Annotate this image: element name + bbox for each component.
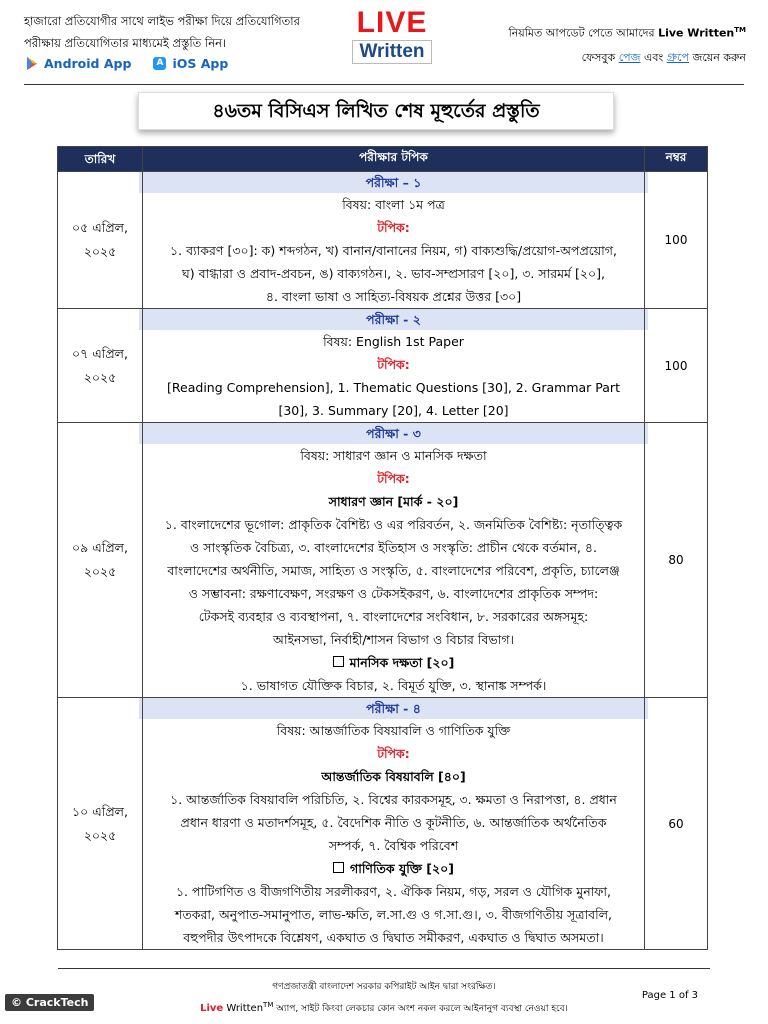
page-number: Page 1 of 3 [641,990,698,1001]
table-row [58,698,708,950]
live-written-logo [352,8,432,64]
promo-text [24,10,324,54]
topic-line: ১. আন্তর্জাতিক বিষয়াবলি পরিচিতি, ২. বিশ্বের কারকসমূহ, ৩. ক্ষমতা ও নিরাপত্তা, ৪. প্রধান [170,792,617,807]
checkbox-square-icon [333,656,344,667]
copy-warning-line [160,998,608,1016]
social-promo [486,18,746,70]
checkbox-square-icon [333,862,344,873]
exam-schedule-table [57,146,708,950]
promo-line-2: পরীক্ষায় প্রতিযোগিতার মাধ্যমেই প্রস্তুতি নিন। [24,36,227,50]
subject-line: বিষয়: English 1st Paper [323,334,464,349]
topic-line: শতকরা, অনুপাত-সমানুপাত, লাভ-ক্ষতি, ল.সা.গু ও গ.সা.গু।, ৩. বীজগণিতীয় সূত্রাবলি, [175,907,612,922]
year-text: ২০২৫ [83,244,117,259]
cracktech-watermark: © CrackTech [5,994,94,1011]
exam-heading: পরীক্ষা - ৪ [139,698,648,719]
year-text: ২০২৫ [83,369,117,385]
social-line-2 [486,46,746,70]
topic-line: ১. ভাষাগত যৌক্তিক বিচার, ২. বিমূর্ত যুক্তি, ৩. স্থানাঙ্ক সম্পর্ক। [240,678,547,693]
topic-cell [143,309,645,423]
topic-label: টপিক: [377,357,410,372]
google-play-icon [26,57,38,70]
subject-line: বিষয়: সাধারণ জ্ঞান ও মানসিক দক্ষতা [300,448,487,463]
facebook-page-link[interactable]: পেজ [618,50,641,64]
topic-label: টপিক: [377,746,410,761]
topic-cell [143,698,645,950]
social-line-1-text: নিয়মিত আপডেট পেতে আমাদের [508,26,659,40]
table-row [58,309,708,423]
topic-cell [143,172,645,309]
marks-cell: 100 [645,172,708,309]
topic-label: টপিক: [377,471,410,486]
topic-label: টপিক: [377,220,410,235]
date-cell [58,698,143,950]
year-text: ২০২৫ [83,827,117,843]
topic-line: সম্পর্ক, ৭. বৈশ্বিক পরিবেশ [328,838,459,853]
logo-written-text: Written [352,40,432,64]
subject-line: বিষয়: বাংলা ১ম পত্র [342,197,445,212]
header-topic: পরীক্ষার টপিক [143,147,645,172]
footer-divider [58,968,710,969]
year-text: ২০২৫ [83,564,117,579]
section-heading [143,651,644,674]
ios-app-link[interactable] [153,56,228,71]
social-line-2-c: জয়েন করুন [688,50,746,64]
topic-line: বহুপদীর উৎপাদকে বিশ্লেষণ, একঘাত ও দ্বিঘাত সমীকরণ, একঘাত ও দ্বিঘাত অসমতা। [183,930,604,945]
subject-line: বিষয়: আন্তর্জাতিক বিষয়াবলি ও গাণিতিক যুক্তি [276,723,511,738]
section-heading-text: মানসিক দক্ষতা [২০] [349,655,455,670]
table-row [58,423,708,698]
section-heading-text: গাণিতিক যুক্তি [২০] [350,861,454,876]
date-cell [58,172,143,309]
footer-written: Written [223,1003,264,1014]
section-heading: আন্তর্জাতিক বিষয়াবলি [৪০] [321,769,466,784]
marks-cell: 60 [645,698,708,950]
topic-line: বাংলাদেশের অর্থনীতি, সমাজ, সাহিত্য ও সংস্কৃতি, ৫. বাংলাদেশের পরিবেশ, প্রকৃতি, চ্যালেঞ্জ [167,563,620,578]
exam-heading: পরীক্ষা - ২ [139,309,648,330]
android-app-link[interactable] [26,56,131,71]
header-date: তারিখ [58,147,143,172]
trademark: TM [734,26,746,34]
app-store-icon: A [153,57,166,70]
page-title: ৪৬তম বিসিএস লিখিত শেষ মূহুর্তের প্রস্তুতি [138,92,614,130]
copyright-line: গণপ্রজাতন্ত্রী বাংলাদেশ সরকার কপিরাইট আইন দ্বারা সংরক্ষিত। [272,982,496,992]
footer-live: Live [200,1003,224,1014]
android-app-label: Android App [44,56,132,71]
topic-line: টেকসই ব্যবহার ও ব্যবস্থাপনা, ৭. বাংলাদেশের সংবিধান, ৮. সরকারের অঙ্গসমূহ: [198,609,589,624]
date-text: ১০ এপ্রিল, [72,803,128,819]
header-divider [24,84,744,85]
app-links [26,56,228,71]
header-marks: নম্বর [645,147,708,172]
topic-line: [30], 3. Summary [20], 4. Letter [20] [278,403,509,418]
topic-line: ও সম্ভাবনা: রক্ষণাবেক্ষণ, সংরক্ষণ ও টেকসইকরণ, ৬. বাংলাদেশের প্রাকৃতিক সম্পদ: [188,586,599,601]
section-heading [143,857,644,880]
topic-line: ১. ব্যাকরণ [৩০]: ক) শব্দগঠন, খ) বানান/বানানের নিয়ম, গ) বাক্যশুদ্ধি/প্রয়োগ-অপপ্রয়োগ, [170,243,617,258]
footer-tm: TM [263,1001,274,1009]
date-cell [58,309,143,423]
topic-line: ও সাংস্কৃতিক বৈচিত্র্য, ৩. বাংলাদেশের ইতিহাস ও সংস্কৃতি: প্রাচীন থেকে বর্তমান, ৪. [190,540,597,555]
social-line-1 [486,18,746,46]
date-text: ০৯ এপ্রিল, [72,540,128,555]
section-heading: সাধারণ জ্ঞান [মার্ক - ২০] [328,494,459,509]
marks-cell: 100 [645,309,708,423]
topic-cell [143,423,645,698]
marks-cell: 80 [645,423,708,698]
brand-name: Live Written [658,26,735,40]
facebook-group-link[interactable]: গ্রুপে [666,50,689,64]
topic-line: ১. পাটিগণিত ও বীজগণিতীয় সরলীকরণ, ২. ঐকিক নিয়ম, গড়, সরল ও যৌগিক মুনাফা, [175,884,612,899]
logo-live-text: LIVE [356,6,428,39]
social-line-2-b: এবং [640,50,667,64]
date-text: ০৫ এপ্রিল, [72,220,128,235]
ios-app-label: iOS App [172,56,229,71]
topic-line: প্রধান ধারণা ও মতাদর্শসমূহ, ৫. বৈদেশিক নীতি ও কূটনীতি, ৬. আন্তর্জাতিক অর্থনৈতিক [180,815,607,830]
table-row [58,172,708,309]
social-line-2-a: ফেসবুক [581,50,619,64]
date-text: ০৭ এপ্রিল, [72,345,128,361]
date-cell [58,423,143,698]
exam-heading: পরীক্ষা – ১ [139,172,648,193]
footer-warning-text: অ্যাপ, সাইট কিংবা লেকচার কোন অংশ নকল করলে আইনানুগ ব্যবস্থা নেওয়া হবে। [273,1004,568,1014]
topic-line: [Reading Comprehension], 1. Thematic Questions [30], 2. Grammar Part [167,380,620,395]
topic-line: ঘ) বাগ্ধারা ও প্রবাদ-প্রবচন, ঙ) বাক্যগঠন।, ২. ভাব-সম্প্রসারণ [২০], ৩. সারমর্ম [২০], [182,266,605,281]
exam-heading: পরীক্ষা - ৩ [139,423,648,444]
promo-line-1: হাজারো প্রতিযোগীর সাথে লাইভ পরীক্ষা দিয়ে প্রতিযোগিতার [24,14,300,28]
topic-line: ৪. বাংলা ভাষা ও সাহিত্য-বিষয়ক প্রশ্নের উত্তর [৩০] [265,289,522,304]
topic-line: আইনসভা, নির্বাহী/শাসন বিভাগ ও বিচার বিভাগ। [272,632,515,647]
topic-line: ১. বাংলাদেশের ভূগোল: প্রাকৃতিক বৈশিষ্ট্য ও এর পরিবর্তন, ২. জনমিতিক বৈশিষ্ট্য: নৃতাত্ত্বিক [164,517,623,532]
table-header-row [58,147,708,172]
